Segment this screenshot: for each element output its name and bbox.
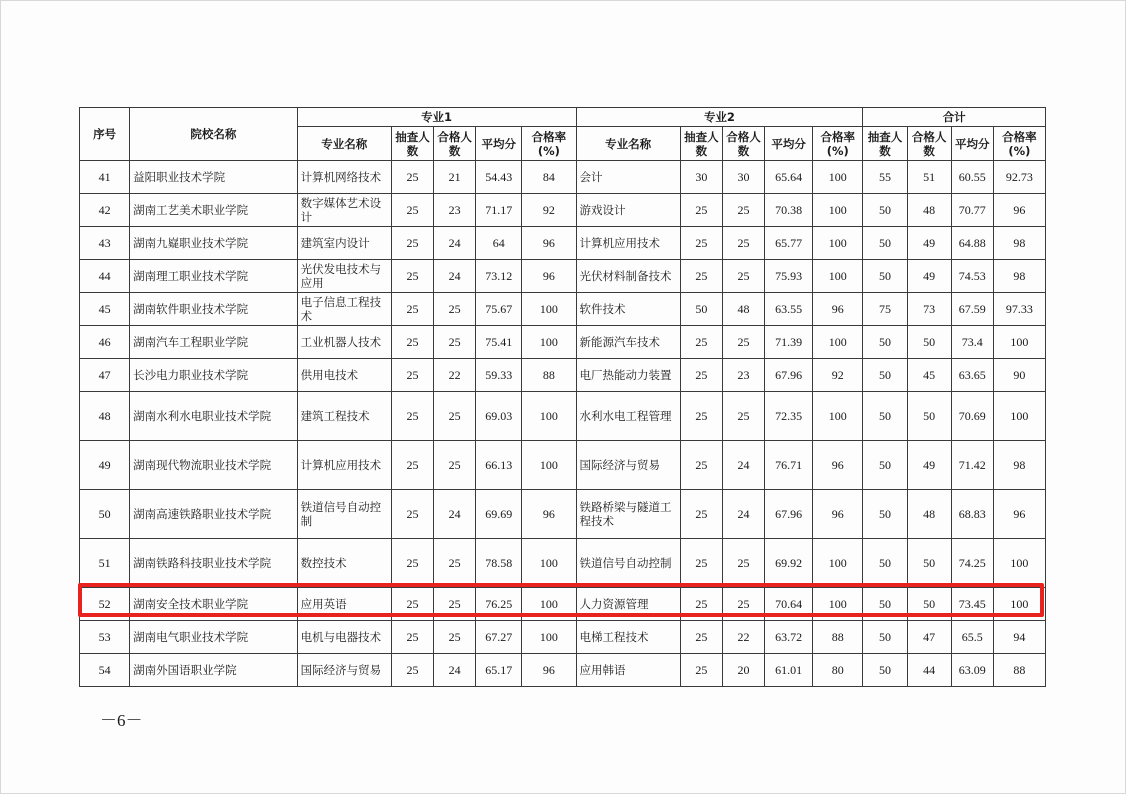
major1-passed: 24 [434, 654, 476, 687]
total-avg: 74.25 [951, 539, 993, 588]
header-total-passed: 合格人数 [907, 127, 951, 161]
header-total-sampled: 抽查人数 [863, 127, 907, 161]
school-name: 长沙电力职业技术学院 [130, 359, 298, 392]
major1-avg: 76.25 [476, 588, 522, 621]
total-sampled: 50 [863, 441, 907, 490]
major2-passed: 25 [722, 588, 764, 621]
major1-name: 供用电技术 [297, 359, 391, 392]
total-avg: 74.53 [951, 260, 993, 293]
major2-passed: 22 [722, 621, 764, 654]
total-rate: 96 [993, 194, 1045, 227]
major2-passed: 25 [722, 539, 764, 588]
total-passed: 50 [907, 539, 951, 588]
table-row [80, 227, 1046, 260]
major2-avg: 69.92 [765, 539, 813, 588]
major2-sampled: 25 [680, 260, 722, 293]
major2-rate: 100 [813, 227, 863, 260]
major1-rate: 96 [522, 227, 576, 260]
major2-passed: 25 [722, 227, 764, 260]
major1-rate: 96 [522, 654, 576, 687]
major2-rate: 100 [813, 194, 863, 227]
table-row [80, 588, 1046, 621]
major1-name: 光伏发电技术与应用 [297, 260, 391, 293]
header-major1-rate: 合格率(%) [522, 127, 576, 161]
seq-cell: 43 [80, 227, 130, 260]
total-passed: 44 [907, 654, 951, 687]
header-major2-passed: 合格人数 [722, 127, 764, 161]
total-sampled: 50 [863, 194, 907, 227]
seq-cell: 47 [80, 359, 130, 392]
major2-avg: 65.77 [765, 227, 813, 260]
total-passed: 50 [907, 392, 951, 441]
total-avg: 64.88 [951, 227, 993, 260]
major2-avg: 70.64 [765, 588, 813, 621]
major1-avg: 69.69 [476, 490, 522, 539]
total-rate: 90 [993, 359, 1045, 392]
major2-rate: 92 [813, 359, 863, 392]
total-avg: 63.65 [951, 359, 993, 392]
page-number: －6－ [100, 711, 143, 730]
major1-rate: 100 [522, 392, 576, 441]
major2-rate: 96 [813, 293, 863, 326]
total-passed: 47 [907, 621, 951, 654]
total-sampled: 55 [863, 161, 907, 194]
major2-name: 铁道信号自动控制 [576, 539, 680, 588]
major1-avg: 69.03 [476, 392, 522, 441]
total-sampled: 50 [863, 621, 907, 654]
total-rate: 100 [993, 392, 1045, 441]
major1-avg: 78.58 [476, 539, 522, 588]
major2-sampled: 25 [680, 441, 722, 490]
score-table [79, 107, 1046, 687]
major1-rate: 100 [522, 293, 576, 326]
major2-sampled: 30 [680, 161, 722, 194]
major1-rate: 92 [522, 194, 576, 227]
total-avg: 68.83 [951, 490, 993, 539]
seq-cell: 52 [80, 588, 130, 621]
school-name: 湖南电气职业技术学院 [130, 621, 298, 654]
major2-avg: 67.96 [765, 359, 813, 392]
major1-avg: 64 [476, 227, 522, 260]
major1-sampled: 25 [391, 161, 433, 194]
major2-rate: 88 [813, 621, 863, 654]
major2-passed: 48 [722, 293, 764, 326]
major2-sampled: 25 [680, 490, 722, 539]
major1-rate: 96 [522, 260, 576, 293]
total-rate: 94 [993, 621, 1045, 654]
major1-passed: 21 [434, 161, 476, 194]
major1-sampled: 25 [391, 441, 433, 490]
school-name: 湖南汽车工程职业学院 [130, 326, 298, 359]
header-major1-group: 专业1 [297, 108, 576, 127]
major2-avg: 63.55 [765, 293, 813, 326]
major1-sampled: 25 [391, 490, 433, 539]
major2-avg: 76.71 [765, 441, 813, 490]
major2-name: 新能源汽车技术 [576, 326, 680, 359]
total-sampled: 50 [863, 539, 907, 588]
school-name: 湖南安全技术职业学院 [130, 588, 298, 621]
major1-passed: 25 [434, 621, 476, 654]
seq-cell: 42 [80, 194, 130, 227]
major1-avg: 54.43 [476, 161, 522, 194]
major1-rate: 84 [522, 161, 576, 194]
major1-sampled: 25 [391, 621, 433, 654]
major1-passed: 24 [434, 260, 476, 293]
major1-avg: 75.41 [476, 326, 522, 359]
table-row [80, 539, 1046, 588]
total-sampled: 50 [863, 654, 907, 687]
table-row [80, 621, 1046, 654]
total-rate: 92.73 [993, 161, 1045, 194]
header-major2-name: 专业名称 [576, 127, 680, 161]
header-total-avg: 平均分 [951, 127, 993, 161]
major2-name: 电厂热能动力装置 [576, 359, 680, 392]
major1-sampled: 25 [391, 326, 433, 359]
major2-name: 光伏材料制备技术 [576, 260, 680, 293]
total-rate: 98 [993, 260, 1045, 293]
major2-avg: 71.39 [765, 326, 813, 359]
total-sampled: 50 [863, 359, 907, 392]
major2-sampled: 25 [680, 588, 722, 621]
major1-rate: 100 [522, 588, 576, 621]
major1-passed: 25 [434, 588, 476, 621]
total-rate: 96 [993, 490, 1045, 539]
total-rate: 98 [993, 441, 1045, 490]
total-sampled: 50 [863, 260, 907, 293]
total-sampled: 50 [863, 490, 907, 539]
major2-name: 软件技术 [576, 293, 680, 326]
major2-passed: 25 [722, 392, 764, 441]
major2-avg: 72.35 [765, 392, 813, 441]
major2-sampled: 25 [680, 326, 722, 359]
seq-cell: 45 [80, 293, 130, 326]
major2-passed: 30 [722, 161, 764, 194]
table-row [80, 194, 1046, 227]
header-total-group: 合计 [863, 108, 1046, 127]
seq-cell: 51 [80, 539, 130, 588]
table-row [80, 490, 1046, 539]
header-major2-avg: 平均分 [765, 127, 813, 161]
total-sampled: 50 [863, 326, 907, 359]
major1-name: 建筑工程技术 [297, 392, 391, 441]
major2-passed: 24 [722, 490, 764, 539]
total-rate: 100 [993, 588, 1045, 621]
total-passed: 45 [907, 359, 951, 392]
total-passed: 49 [907, 260, 951, 293]
major2-name: 电梯工程技术 [576, 621, 680, 654]
seq-cell: 48 [80, 392, 130, 441]
major2-name: 人力资源管理 [576, 588, 680, 621]
major2-avg: 67.96 [765, 490, 813, 539]
major1-name: 铁道信号自动控制 [297, 490, 391, 539]
header-school: 院校名称 [130, 108, 298, 161]
total-sampled: 50 [863, 588, 907, 621]
major1-rate: 100 [522, 441, 576, 490]
seq-cell: 46 [80, 326, 130, 359]
major1-sampled: 25 [391, 588, 433, 621]
header-major1-passed: 合格人数 [434, 127, 476, 161]
table-row [80, 326, 1046, 359]
total-rate: 100 [993, 326, 1045, 359]
header-major1-name: 专业名称 [297, 127, 391, 161]
major1-rate: 100 [522, 539, 576, 588]
major2-rate: 100 [813, 161, 863, 194]
major1-sampled: 25 [391, 260, 433, 293]
total-avg: 70.77 [951, 194, 993, 227]
header-row-groups [80, 108, 1046, 127]
total-passed: 49 [907, 441, 951, 490]
major1-sampled: 25 [391, 293, 433, 326]
total-passed: 51 [907, 161, 951, 194]
major1-rate: 88 [522, 359, 576, 392]
major2-passed: 25 [722, 194, 764, 227]
major2-name: 水利水电工程管理 [576, 392, 680, 441]
major1-sampled: 25 [391, 654, 433, 687]
school-name: 湖南理工职业技术学院 [130, 260, 298, 293]
major1-passed: 24 [434, 490, 476, 539]
major1-name: 数控技术 [297, 539, 391, 588]
major1-passed: 25 [434, 392, 476, 441]
seq-cell: 53 [80, 621, 130, 654]
major2-avg: 61.01 [765, 654, 813, 687]
total-passed: 49 [907, 227, 951, 260]
school-name: 湖南九嶷职业技术学院 [130, 227, 298, 260]
total-avg: 67.59 [951, 293, 993, 326]
seq-cell: 49 [80, 441, 130, 490]
total-rate: 98 [993, 227, 1045, 260]
major1-sampled: 25 [391, 194, 433, 227]
major2-rate: 100 [813, 326, 863, 359]
major2-rate: 100 [813, 588, 863, 621]
header-major2-rate: 合格率(%) [813, 127, 863, 161]
total-passed: 50 [907, 326, 951, 359]
total-avg: 70.69 [951, 392, 993, 441]
total-sampled: 50 [863, 227, 907, 260]
major2-passed: 25 [722, 326, 764, 359]
major1-passed: 25 [434, 539, 476, 588]
major2-name: 会计 [576, 161, 680, 194]
major1-rate: 100 [522, 326, 576, 359]
table-row [80, 260, 1046, 293]
total-sampled: 75 [863, 293, 907, 326]
major2-passed: 25 [722, 260, 764, 293]
major2-sampled: 25 [680, 194, 722, 227]
total-avg: 71.42 [951, 441, 993, 490]
major1-passed: 25 [434, 441, 476, 490]
total-rate: 97.33 [993, 293, 1045, 326]
major2-rate: 100 [813, 392, 863, 441]
major1-sampled: 25 [391, 539, 433, 588]
table-row [80, 654, 1046, 687]
major2-sampled: 25 [680, 227, 722, 260]
seq-cell: 54 [80, 654, 130, 687]
major1-sampled: 25 [391, 227, 433, 260]
total-passed: 48 [907, 490, 951, 539]
table-row [80, 441, 1046, 490]
major2-sampled: 25 [680, 359, 722, 392]
header-major1-sampled: 抽查人数 [391, 127, 433, 161]
major1-passed: 23 [434, 194, 476, 227]
header-major1-avg: 平均分 [476, 127, 522, 161]
major2-name: 游戏设计 [576, 194, 680, 227]
header-seq: 序号 [80, 108, 130, 161]
school-name: 湖南工艺美术职业学院 [130, 194, 298, 227]
major2-name: 国际经济与贸易 [576, 441, 680, 490]
major1-name: 工业机器人技术 [297, 326, 391, 359]
header-total-rate: 合格率(%) [993, 127, 1045, 161]
major2-name: 铁路桥梁与隧道工程技术 [576, 490, 680, 539]
major1-avg: 59.33 [476, 359, 522, 392]
table-row [80, 392, 1046, 441]
major1-avg: 66.13 [476, 441, 522, 490]
major1-name: 国际经济与贸易 [297, 654, 391, 687]
major1-passed: 22 [434, 359, 476, 392]
major1-name: 电子信息工程技术 [297, 293, 391, 326]
major2-passed: 20 [722, 654, 764, 687]
major2-name: 应用韩语 [576, 654, 680, 687]
major2-rate: 80 [813, 654, 863, 687]
major2-rate: 100 [813, 260, 863, 293]
major1-passed: 25 [434, 293, 476, 326]
table-row [80, 293, 1046, 326]
total-sampled: 50 [863, 392, 907, 441]
major2-avg: 75.93 [765, 260, 813, 293]
seq-cell: 41 [80, 161, 130, 194]
school-name: 益阳职业技术学院 [130, 161, 298, 194]
total-rate: 88 [993, 654, 1045, 687]
major2-sampled: 25 [680, 654, 722, 687]
total-avg: 73.4 [951, 326, 993, 359]
major1-avg: 75.67 [476, 293, 522, 326]
school-name: 湖南外国语职业学院 [130, 654, 298, 687]
table-row [80, 161, 1046, 194]
major2-sampled: 25 [680, 392, 722, 441]
major2-sampled: 25 [680, 539, 722, 588]
major2-name: 计算机应用技术 [576, 227, 680, 260]
major1-sampled: 25 [391, 392, 433, 441]
major1-name: 建筑室内设计 [297, 227, 391, 260]
major1-rate: 100 [522, 621, 576, 654]
major2-rate: 96 [813, 441, 863, 490]
major1-name: 计算机应用技术 [297, 441, 391, 490]
major2-avg: 70.38 [765, 194, 813, 227]
total-rate: 100 [993, 539, 1045, 588]
major1-sampled: 25 [391, 359, 433, 392]
major1-passed: 24 [434, 227, 476, 260]
major2-avg: 63.72 [765, 621, 813, 654]
header-major2-sampled: 抽查人数 [680, 127, 722, 161]
table-row [80, 359, 1046, 392]
major1-name: 数字媒体艺术设计 [297, 194, 391, 227]
school-name: 湖南水利水电职业技术学院 [130, 392, 298, 441]
major2-sampled: 50 [680, 293, 722, 326]
major1-name: 计算机网络技术 [297, 161, 391, 194]
major1-name: 电机与电器技术 [297, 621, 391, 654]
seq-cell: 44 [80, 260, 130, 293]
total-avg: 60.55 [951, 161, 993, 194]
total-passed: 50 [907, 588, 951, 621]
major1-avg: 71.17 [476, 194, 522, 227]
major1-name: 应用英语 [297, 588, 391, 621]
total-passed: 73 [907, 293, 951, 326]
header-major2-group: 专业2 [576, 108, 863, 127]
total-avg: 63.09 [951, 654, 993, 687]
major1-avg: 67.27 [476, 621, 522, 654]
school-name: 湖南软件职业技术学院 [130, 293, 298, 326]
major2-passed: 24 [722, 441, 764, 490]
major1-avg: 73.12 [476, 260, 522, 293]
total-avg: 73.45 [951, 588, 993, 621]
major2-rate: 96 [813, 490, 863, 539]
major1-avg: 65.17 [476, 654, 522, 687]
total-avg: 65.5 [951, 621, 993, 654]
major2-sampled: 25 [680, 621, 722, 654]
school-name: 湖南现代物流职业技术学院 [130, 441, 298, 490]
seq-cell: 50 [80, 490, 130, 539]
major2-avg: 65.64 [765, 161, 813, 194]
major2-rate: 100 [813, 539, 863, 588]
major1-rate: 96 [522, 490, 576, 539]
major1-passed: 25 [434, 326, 476, 359]
total-passed: 48 [907, 194, 951, 227]
major2-passed: 23 [722, 359, 764, 392]
school-name: 湖南高速铁路职业技术学院 [130, 490, 298, 539]
school-name: 湖南铁路科技职业技术学院 [130, 539, 298, 588]
